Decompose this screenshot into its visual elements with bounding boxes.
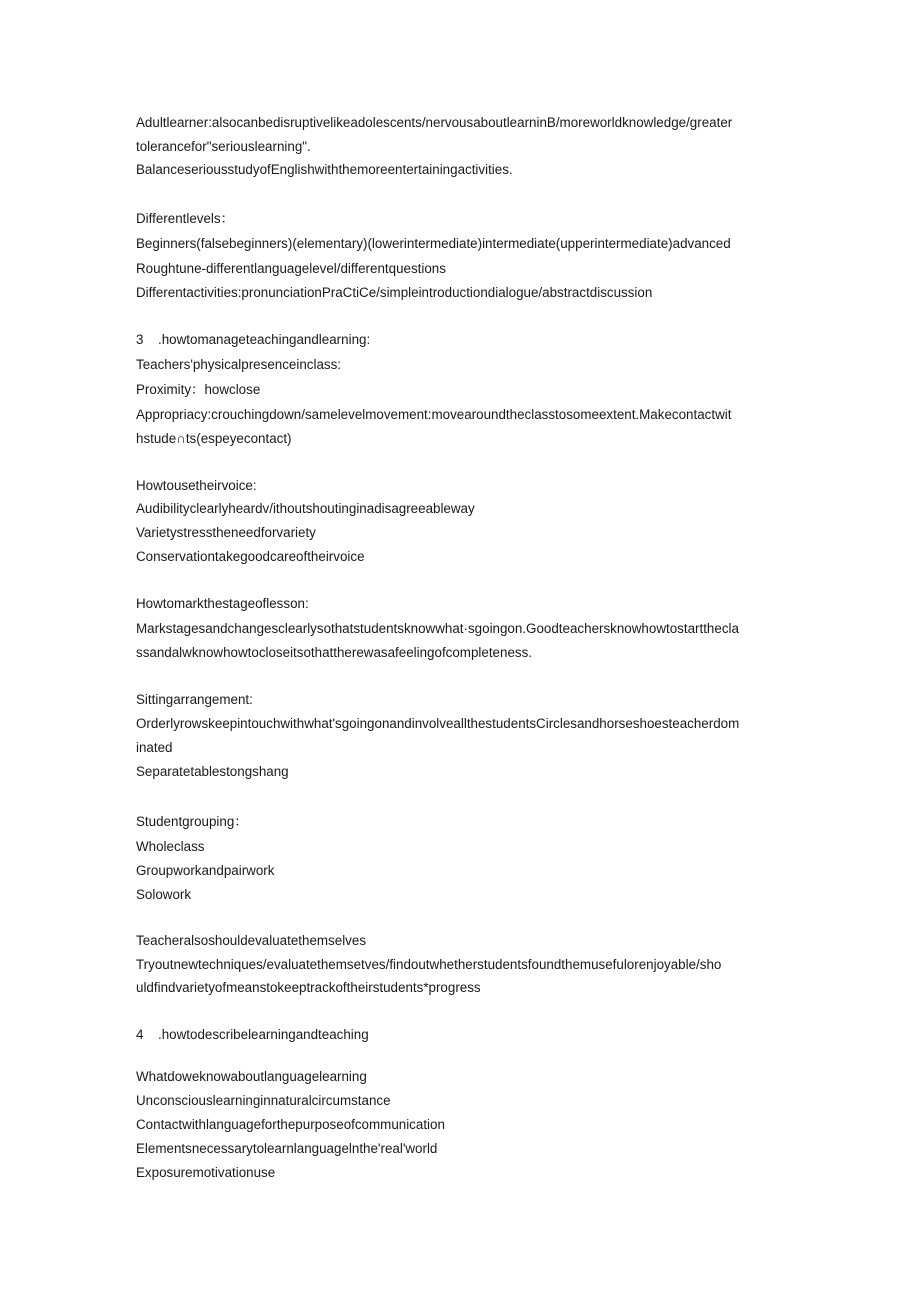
section-heading: Differentlevels： [136, 211, 234, 226]
text-line: Proximity：howclose [136, 382, 261, 397]
text-line: Unconsciouslearninginnaturalcircumstance [136, 1093, 391, 1108]
text-line: Contactwithlanguageforthepurposeofcommunication [136, 1117, 445, 1132]
text-line: Beginners(falsebeginners)(elementary)(lowerintermediate)intermediate(upperintermediate)advanced [136, 236, 731, 251]
text-line: Markstagesandchangesclearlysothatstudentsknowwhat·sgoingon.Goodteachersknowhowtostartthecla [136, 621, 739, 636]
text-line: Groupworkandpairwork [136, 863, 275, 878]
text-line: Elementsnecessarytolearnlanguagelnthe'real'world [136, 1141, 438, 1156]
text-line: uldfindvarietyofmeanstokeeptrackoftheirstudents*progress [136, 980, 481, 995]
text-line: Adultlearner:alsocanbedisruptivelikeadolescents/nervousaboutlearninB/moreworldknowledge/greater [136, 115, 733, 130]
section-heading: Studentgrouping： [136, 814, 248, 829]
section-number: 4 [136, 1027, 144, 1042]
section-title: .howtomanageteachingandlearning: [158, 332, 371, 347]
text-line: Whatdoweknowaboutlanguagelearning [136, 1069, 367, 1084]
section-number: 3 [136, 332, 144, 347]
text-line: hstude∩ts(espeyecontact) [136, 431, 292, 446]
text-line: inated [136, 740, 173, 755]
text-line: Wholeclass [136, 839, 205, 854]
section-heading-4 [136, 1026, 796, 1044]
section-heading: Teacheralsoshouldevaluatethemselves [136, 933, 367, 948]
text-line: Appropriacy:crouchingdown/samelevelmovement:movearoundtheclasstosomeextent.Makecontactwit [136, 407, 732, 422]
text-line: Audibilityclearlyheardv/ithoutshoutinginadisagreeableway [136, 501, 475, 516]
section-heading: Howtousetheirvoice: [136, 478, 257, 493]
text-line: Tryoutnewtechniques/evaluatethemsetves/findoutwhetherstudentsfoundthemusefulorenjoyable/sho [136, 957, 722, 972]
text-line: Solowork [136, 887, 192, 902]
text-line: Exposuremotivationuse [136, 1165, 276, 1180]
text-line: tolerancefor"seriouslearning". [136, 139, 311, 154]
text-line: Varietystresstheneedforvariety [136, 525, 316, 540]
text-line: Separatetablestongshang [136, 764, 289, 779]
text-line: Roughtune-differentlanguagelevel/differentquestions [136, 261, 446, 276]
text-line: Conservationtakegoodcareoftheirvoice [136, 549, 365, 564]
text-line: Differentactivities:pronunciationPraCtiCe/simpleintroductiondialogue/abstractdiscussion [136, 285, 653, 300]
text-line: ssandalwknowhowtocloseitsothattherewasafeelingofcompleteness. [136, 645, 532, 660]
section-heading: Sittingarrangement: [136, 692, 253, 707]
text-line: BalanceseriousstudyofEnglishwiththemoreentertainingactivities. [136, 162, 513, 177]
text-line: Orderlyrowskeepintouchwithwhat'sgoingonandinvolveallthestudentsCirclesandhorseshoesteacherdom [136, 716, 740, 731]
text-line: Teachers'physicalpresenceinclass: [136, 357, 342, 372]
section-title: .howtodescribelearningandteaching [158, 1027, 369, 1042]
section-heading-3 [136, 331, 796, 349]
section-heading: Howtomarkthestageoflesson: [136, 596, 309, 611]
